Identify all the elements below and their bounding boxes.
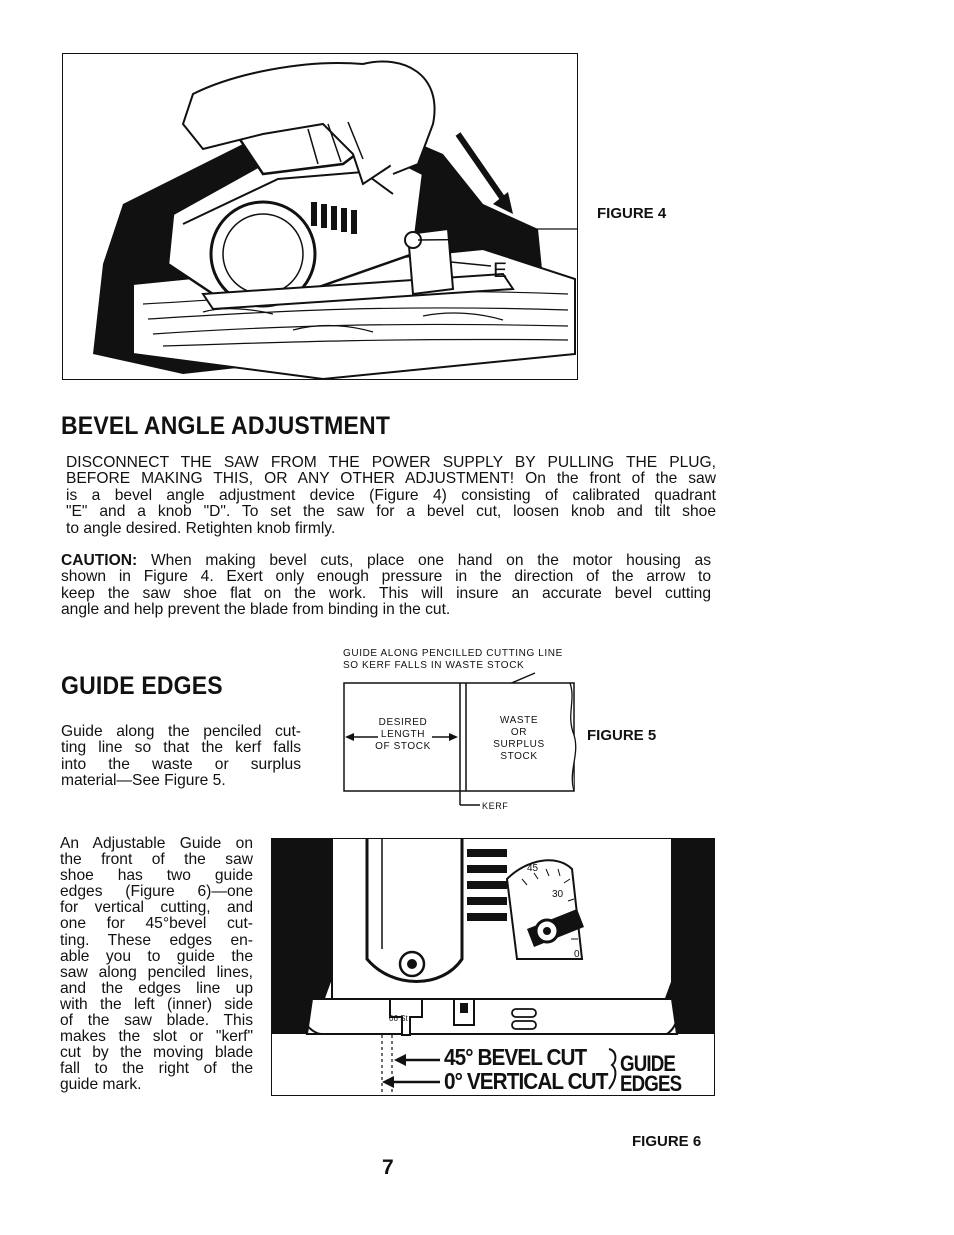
vertical-cut-label: 0° VERTICAL CUT	[444, 1068, 608, 1094]
caution-paragraph	[61, 553, 711, 619]
bevel-line: to angle desired. Retighten knob firmly.	[66, 519, 336, 537]
waste-line: WASTE	[499, 715, 539, 726]
callout-e: E	[493, 259, 508, 282]
adjustable-line: cut by the moving blade	[60, 1044, 253, 1062]
waste-stock-label	[486, 715, 552, 763]
figure-6-label: FIGURE 6	[632, 1133, 702, 1150]
caution-line: keep the saw shoe flat on the work. This will insure an accurate bevel cutting	[61, 584, 711, 602]
adjustable-line: for vertical cutting, and	[60, 899, 253, 917]
shoe-mark: 06 St	[389, 1014, 408, 1023]
caution-text: When making bevel cuts, place one hand on the motor housing as	[137, 552, 711, 569]
adjustable-line: guide mark.	[60, 1076, 142, 1094]
adjustable-guide-paragraph	[60, 836, 253, 1094]
adjustable-line: saw along penciled lines,	[60, 963, 253, 981]
bevel-line: "E" and a knob "D". To set the saw for a bevel cut, loosen knob and tilt shoe	[66, 503, 716, 521]
figure-4-label: FIGURE 4	[597, 205, 667, 222]
guide-line: material—See Figure 5.	[61, 772, 226, 790]
waste-line: OR	[510, 727, 528, 738]
figure-5-caption-line: SO KERF FALLS IN WASTE STOCK	[343, 660, 525, 671]
adjustable-line: one for 45°bevel cut-	[60, 915, 253, 933]
figure-5-caption-line: GUIDE ALONG PENCILLED CUTTING LINE	[343, 648, 563, 659]
guide-line: Guide along the penciled cut-	[61, 723, 301, 740]
kerf-label: KERF	[482, 801, 509, 811]
bevel-heading: BEVEL ANGLE ADJUSTMENT	[61, 412, 391, 440]
adjustable-line: shoe has two guide	[60, 867, 253, 885]
caution-line	[61, 553, 711, 569]
caution-line: angle and help prevent the blade from binding in the cut.	[61, 601, 451, 619]
waste-line: SURPLUS	[493, 739, 545, 750]
bevel-paragraph	[66, 455, 716, 537]
bevel-line: is a bevel angle adjustment device (Figure 4) consisting of calibrated quadrant	[66, 486, 716, 504]
guide-paragraph	[61, 724, 301, 790]
caution-label: CAUTION:	[61, 552, 138, 569]
guide-line: into the waste or surplus	[61, 755, 301, 773]
guide-heading: GUIDE EDGES	[61, 672, 223, 700]
adjustable-line: and the edges line up	[60, 979, 253, 997]
figure-5-label: FIGURE 5	[587, 727, 657, 744]
bevel-line: DISCONNECT THE SAW FROM THE POWER SUPPLY BY PULLING THE PLUG,	[66, 454, 716, 471]
desired-line: LENGTH	[380, 729, 426, 740]
page-number: 7	[382, 1156, 394, 1179]
scale-30: 30	[552, 889, 564, 900]
figure-4-image	[62, 53, 578, 380]
adjustable-line: able you to guide the	[60, 947, 253, 965]
adjustable-line: makes the slot or "kerf"	[60, 1028, 253, 1046]
figure-6-image	[271, 838, 715, 1096]
saw-illustration-fig4	[63, 54, 577, 379]
adjustable-line: the front of the saw	[60, 851, 253, 869]
adjustable-line: fall to the right of the	[60, 1060, 253, 1078]
scale-45: 45	[527, 863, 539, 874]
bevel-line: BEFORE MAKING THIS, OR ANY OTHER ADJUSTMENT! On the front of the saw	[66, 470, 716, 488]
edges-label: EDGES	[620, 1071, 682, 1096]
adjustable-line: An Adjustable Guide on	[60, 835, 253, 852]
waste-line: STOCK	[500, 751, 538, 762]
desired-length-label	[370, 717, 436, 753]
desired-line: DESIRED	[378, 717, 428, 728]
callout-d: D	[517, 234, 533, 257]
guide-label: GUIDE	[620, 1051, 675, 1076]
adjustable-line: of the saw blade. This	[60, 1012, 253, 1030]
guide-line: ting line so that the kerf falls	[61, 739, 301, 757]
caution-line: shown in Figure 4. Exert only enough pressure in the direction of the arrow to	[61, 568, 711, 586]
adjustable-line: with the left (inner) side	[60, 995, 253, 1013]
desired-line: OF STOCK	[375, 741, 431, 752]
scale-0: 0	[574, 949, 580, 960]
bevel-cut-label: 45° BEVEL CUT	[444, 1044, 587, 1070]
adjustable-line: edges (Figure 6)—one	[60, 883, 253, 901]
adjustable-line: ting. These edges en-	[60, 931, 253, 949]
